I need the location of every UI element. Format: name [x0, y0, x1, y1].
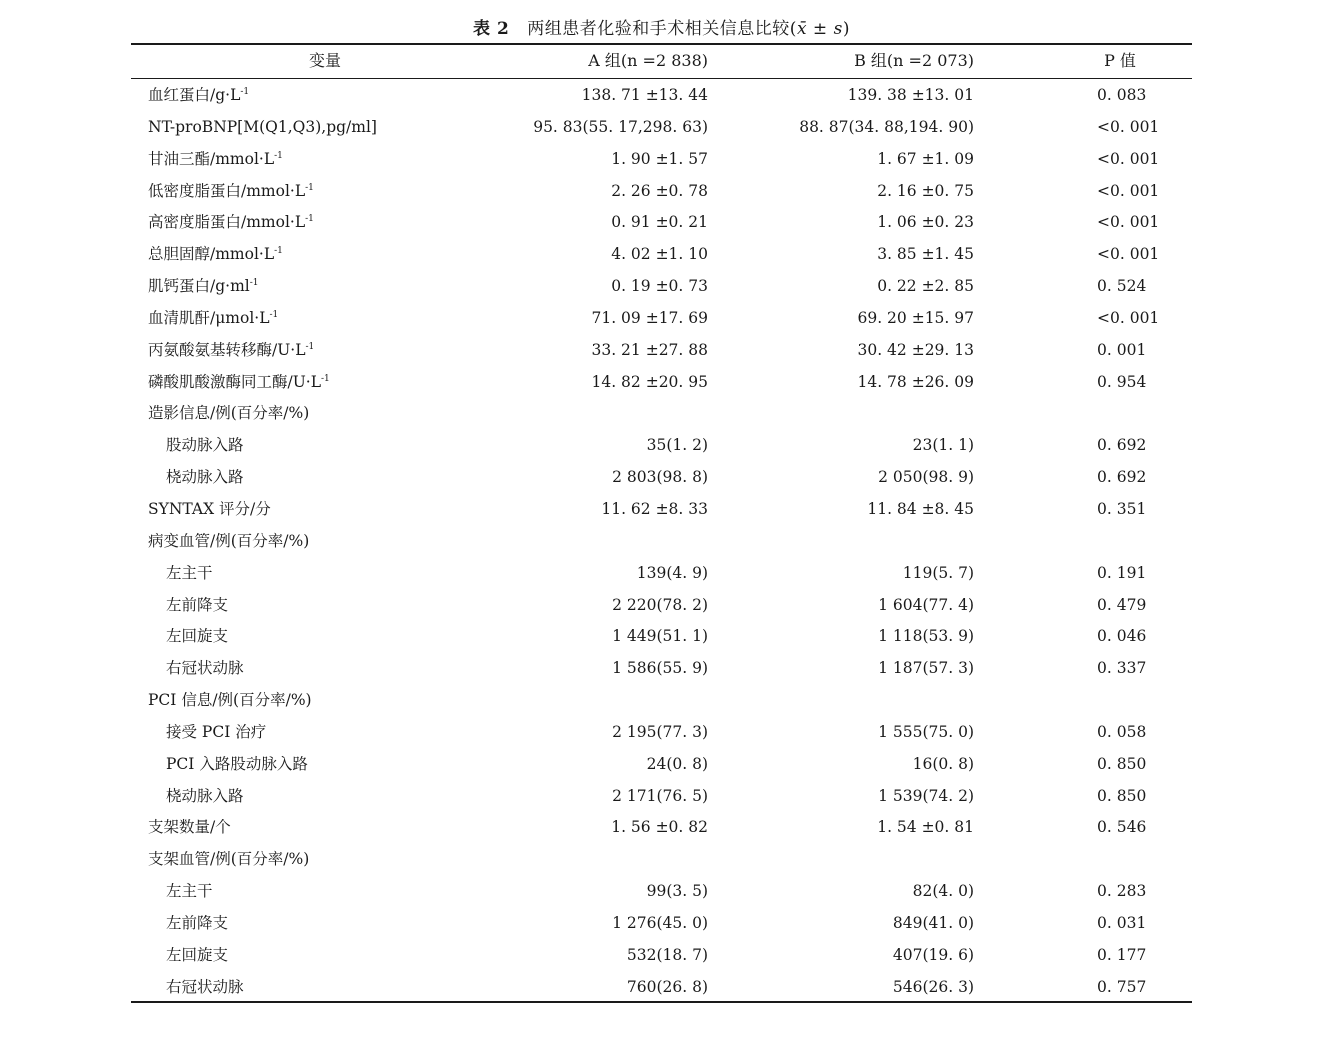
- p-value: 0. 351: [1097, 499, 1147, 518]
- p-value: 0. 692: [1097, 436, 1147, 455]
- row-label-text: NT-proBNP[M(Q1,Q3),pg/ml]: [148, 117, 377, 136]
- p-value: <0. 001: [1097, 245, 1160, 264]
- row-label: [166, 972, 244, 1004]
- group-b-value: 139. 38 ±13. 01: [847, 86, 974, 104]
- table-row: [0, 653, 1323, 685]
- table-row: [0, 207, 1323, 239]
- table-row: [0, 80, 1323, 112]
- row-label-text: 支架数量/个: [148, 818, 231, 837]
- p-value: <0. 001: [1097, 213, 1160, 232]
- row-label: [148, 494, 271, 526]
- table-row: [0, 781, 1323, 813]
- row-label-text: SYNTAX 评分/分: [148, 499, 271, 518]
- p-value: 0. 850: [1097, 786, 1147, 805]
- header-group-a: A 组(n =2 838): [588, 51, 708, 70]
- group-a-value: 33. 21 ±27. 88: [591, 340, 708, 359]
- group-b-value: 1 604(77. 4): [878, 595, 974, 614]
- group-b-value: 1. 06 ±0. 23: [877, 213, 974, 232]
- table-row: [0, 940, 1323, 972]
- row-label-text: 股动脉入路: [166, 436, 244, 455]
- group-b-value: 119(5. 7): [902, 563, 974, 582]
- table-row: [0, 812, 1323, 844]
- bottom-rule: [131, 1001, 1192, 1003]
- table-row: [0, 271, 1323, 303]
- table-row: [0, 335, 1323, 367]
- row-label-text: 支架血管/例(百分率/%): [148, 850, 310, 869]
- group-a-value: 1 586(55. 9): [612, 659, 708, 678]
- row-label: [166, 590, 228, 622]
- p-value: 0. 031: [1097, 913, 1147, 932]
- p-value: 0. 001: [1097, 340, 1147, 359]
- row-label-text: 接受 PCI 治疗: [166, 722, 267, 741]
- statistic-notation: x̄ ± s: [796, 19, 843, 39]
- row-label-text: PCI 入路股动脉入路: [166, 754, 308, 773]
- group-a-value: 2 171(76. 5): [612, 786, 708, 805]
- p-value: <0. 001: [1097, 181, 1160, 200]
- table-row: [0, 112, 1323, 144]
- group-b-value: 0. 22 ±2. 85: [877, 277, 974, 296]
- row-label: [148, 367, 330, 399]
- row-label-text: 甘油三酯/mmol·L: [148, 149, 275, 168]
- group-b-value: 16(0. 8): [912, 754, 974, 773]
- group-a-value: 35(1. 2): [646, 436, 708, 455]
- p-value: 0. 954: [1097, 372, 1147, 391]
- unit-exponent: -1: [305, 182, 314, 193]
- group-a-value: 1 449(51. 1): [612, 627, 708, 646]
- header-group-b: B 组(n =2 073): [854, 51, 974, 70]
- row-label: [166, 717, 266, 749]
- p-value: <0. 001: [1097, 308, 1160, 327]
- row-label: [166, 940, 228, 972]
- group-b-value: 1 187(57. 3): [878, 659, 974, 678]
- row-label-text: 左主干: [166, 882, 213, 901]
- group-a-value: 138. 71 ±13. 44: [581, 86, 708, 104]
- group-a-value: 24(0. 8): [646, 754, 708, 773]
- group-b-value: 2 050(98. 9): [878, 468, 974, 487]
- group-a-value: 139(4. 9): [636, 563, 708, 582]
- row-label-text: 右冠状动脉: [166, 977, 244, 996]
- row-label: [148, 271, 259, 303]
- row-label-text: 造影信息/例(百分率/%): [148, 404, 310, 423]
- group-b-value: 1. 67 ±1. 09: [877, 149, 974, 168]
- row-label: [148, 176, 314, 208]
- group-a-value: 2. 26 ±0. 78: [611, 181, 708, 200]
- row-label-text: 左前降支: [166, 595, 229, 614]
- group-b-value: 30. 42 ±29. 13: [857, 340, 974, 359]
- unit-exponent: -1: [321, 373, 330, 384]
- row-label-text: 血清肌酐/μmol·L: [148, 308, 270, 327]
- table-row: [0, 685, 1323, 717]
- group-a-value: 14. 82 ±20. 95: [591, 372, 708, 391]
- row-label-text: 左回旋支: [166, 627, 229, 646]
- row-label: [148, 526, 309, 558]
- table-row: [0, 176, 1323, 208]
- table-row: [0, 558, 1323, 590]
- row-label-text: 桡动脉入路: [166, 468, 244, 487]
- table-row: [0, 430, 1323, 462]
- unit-exponent: -1: [274, 150, 283, 161]
- row-label: [148, 144, 283, 176]
- row-label: [166, 653, 244, 685]
- table-row: [0, 972, 1323, 1004]
- group-b-value: 82(4. 0): [912, 882, 974, 901]
- row-label: [166, 462, 244, 494]
- p-value: 0. 191: [1097, 563, 1147, 582]
- p-value: 0. 479: [1097, 595, 1147, 614]
- table-row: [0, 844, 1323, 876]
- row-label: [166, 621, 228, 653]
- row-label-text: 右冠状动脉: [166, 659, 244, 678]
- table-row: [0, 144, 1323, 176]
- table-title: 两组患者化验和手术相关信息比较(: [527, 19, 797, 39]
- group-b-value: 23(1. 1): [912, 436, 974, 455]
- table-row: [0, 398, 1323, 430]
- table-row: [0, 462, 1323, 494]
- table-row: [0, 876, 1323, 908]
- table-row: [0, 908, 1323, 940]
- row-label: [148, 207, 314, 239]
- table-row: [0, 526, 1323, 558]
- row-label: [166, 558, 213, 590]
- row-label-text: 左前降支: [166, 913, 229, 932]
- table-row: [0, 367, 1323, 399]
- group-b-value: 1 555(75. 0): [878, 722, 974, 741]
- group-a-value: 1. 56 ±0. 82: [611, 818, 708, 837]
- unit-exponent: -1: [240, 86, 250, 97]
- header-variable: 变量: [308, 51, 341, 70]
- group-a-value: 2 803(98. 8): [612, 468, 708, 487]
- p-value: 0. 546: [1097, 818, 1147, 837]
- p-value: 0. 283: [1097, 882, 1147, 901]
- table-row: [0, 717, 1323, 749]
- caption-close: ): [842, 19, 850, 39]
- table-body: [0, 80, 1323, 1003]
- row-label-text: 肌钙蛋白/g·ml: [148, 277, 250, 296]
- p-value: 0. 524: [1097, 277, 1147, 296]
- table-row: [0, 590, 1323, 622]
- p-value: 0. 058: [1097, 722, 1147, 741]
- group-a-value: 71. 09 ±17. 69: [591, 308, 708, 327]
- table-row: [0, 303, 1323, 335]
- group-a-value: 1. 90 ±1. 57: [611, 149, 708, 168]
- group-a-value: 532(18. 7): [626, 945, 708, 964]
- row-label: [166, 781, 244, 813]
- group-a-value: 1 276(45. 0): [612, 913, 708, 932]
- group-b-value: 407(19. 6): [892, 945, 974, 964]
- table-row: [0, 239, 1323, 271]
- p-value: 0. 177: [1097, 945, 1147, 964]
- group-a-value: 2 195(77. 3): [612, 722, 708, 741]
- row-label-text: 病变血管/例(百分率/%): [148, 531, 310, 550]
- header-p-value: P 值: [1104, 51, 1136, 70]
- group-b-value: 88. 87(34. 88,194. 90): [799, 117, 974, 136]
- p-value: 0. 850: [1097, 754, 1147, 773]
- group-b-value: 1 539(74. 2): [878, 786, 974, 805]
- group-b-value: 69. 20 ±15. 97: [857, 308, 974, 327]
- group-b-value: 1. 54 ±0. 81: [877, 818, 974, 837]
- row-label: [148, 812, 231, 844]
- row-label-text: PCI 信息/例(百分率/%): [148, 691, 312, 710]
- table-row: [0, 749, 1323, 781]
- p-value: 0. 757: [1097, 977, 1147, 996]
- row-label-text: 左回旋支: [166, 945, 229, 964]
- row-label-text: 总胆固醇/mmol·L: [148, 245, 275, 264]
- row-label: [166, 430, 244, 462]
- row-label: [148, 335, 314, 367]
- group-b-value: 11. 84 ±8. 45: [867, 499, 974, 518]
- unit-exponent: -1: [305, 341, 315, 352]
- p-value: 0. 337: [1097, 659, 1147, 678]
- table-caption: [131, 16, 1192, 42]
- row-label: [166, 749, 308, 781]
- row-label-text: 左主干: [166, 563, 213, 582]
- group-a-value: 4. 02 ±1. 10: [611, 245, 708, 264]
- row-label: [148, 239, 283, 271]
- p-value: 0. 083: [1097, 86, 1147, 104]
- row-label-text: 低密度脂蛋白/mmol·L: [148, 181, 306, 200]
- unit-exponent: -1: [274, 246, 283, 257]
- group-b-value: 1 118(53. 9): [878, 627, 974, 646]
- group-a-value: 0. 91 ±0. 21: [611, 213, 708, 232]
- row-label: [148, 80, 249, 112]
- group-a-value: 11. 62 ±8. 33: [601, 499, 708, 518]
- group-a-value: 2 220(78. 2): [612, 595, 708, 614]
- p-value: 0. 046: [1097, 627, 1147, 646]
- group-a-value: 0. 19 ±0. 73: [611, 277, 708, 296]
- unit-exponent: -1: [249, 277, 259, 288]
- p-value: 0. 692: [1097, 468, 1147, 487]
- row-label-text: 磷酸肌酸激酶同工酶/U·L: [148, 372, 322, 391]
- row-label: [148, 685, 312, 717]
- group-b-value: 2. 16 ±0. 75: [877, 181, 974, 200]
- p-value: <0. 001: [1097, 117, 1160, 136]
- p-value: <0. 001: [1097, 149, 1160, 168]
- row-label-text: 血红蛋白/g·L: [148, 86, 241, 104]
- row-label: [148, 398, 309, 430]
- row-label: [148, 844, 309, 876]
- table-number: 表 2: [473, 19, 510, 39]
- group-b-value: 14. 78 ±26. 09: [857, 372, 974, 391]
- group-a-value: 760(26. 8): [626, 977, 708, 996]
- row-label: [166, 876, 213, 908]
- group-a-value: 95. 83(55. 17,298. 63): [533, 117, 708, 136]
- group-b-value: 3. 85 ±1. 45: [877, 245, 974, 264]
- table-row: [0, 621, 1323, 653]
- row-label: [166, 908, 228, 940]
- group-a-value: 99(3. 5): [646, 882, 708, 901]
- table-row: [0, 494, 1323, 526]
- group-b-value: 546(26. 3): [892, 977, 974, 996]
- row-label-text: 桡动脉入路: [166, 786, 244, 805]
- header-rule: [131, 78, 1192, 79]
- unit-exponent: -1: [269, 309, 279, 320]
- row-label-text: 高密度脂蛋白/mmol·L: [148, 213, 306, 232]
- unit-exponent: -1: [305, 214, 314, 225]
- top-rule: [131, 43, 1192, 45]
- row-label-text: 丙氨酸氨基转移酶/U·L: [148, 340, 306, 359]
- row-label: [148, 303, 278, 335]
- group-b-value: 849(41. 0): [892, 913, 974, 932]
- row-label: [148, 112, 377, 144]
